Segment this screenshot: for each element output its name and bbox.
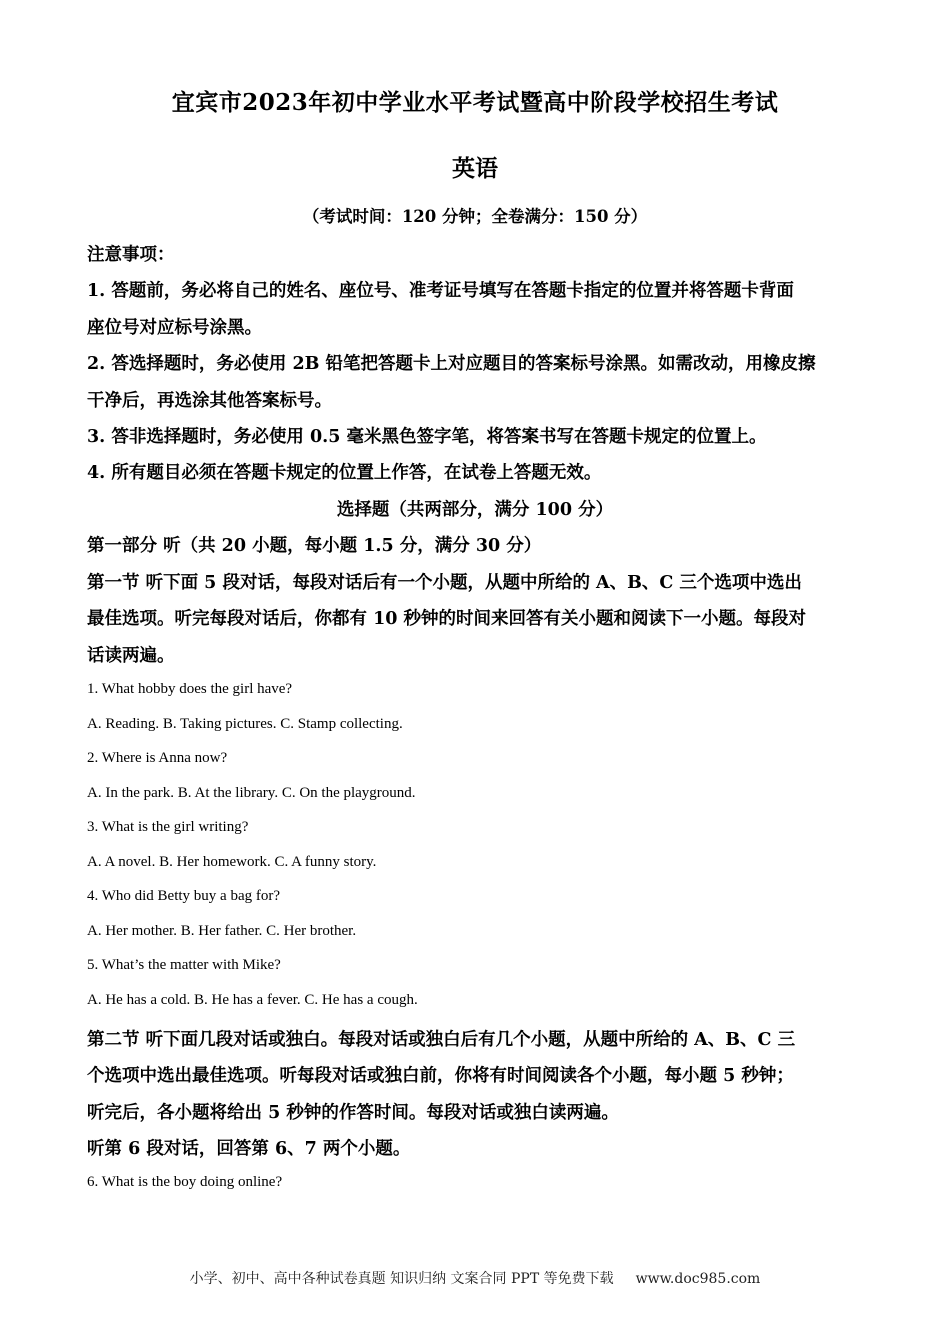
part1-title: 第一部分 听（共 20 小题，每小题 1.5 分，满分 30 分） <box>87 536 542 556</box>
section2-instruction: 个选项中选出最佳选项。听每段对话或独白前，你将有时间阅读各个小题，每小题 5 秒钟； <box>87 1066 794 1086</box>
notes-heading: 注意事项： <box>87 245 175 265</box>
choice-section-title: 选择题（共两部分，满分 100 分） <box>336 500 614 520</box>
section2-instruction: 听完后，各小题将给出 5 秒钟的作答时间。每段对话或独白读两遍。 <box>87 1103 619 1123</box>
note-line: 座位号对应标号涂黑。 <box>87 318 262 338</box>
exam-title: 宜宾市2023年初中学业水平考试暨高中阶段学校招生考试 <box>171 89 779 116</box>
note-line: 1. 答题前，务必将自己的姓名、座位号、准考证号填写在答题卡指定的位置并将答题卡背面 <box>87 281 794 301</box>
section1-instruction: 话读两遍。 <box>87 646 175 666</box>
question-options: A. Her mother. B. Her father. C. Her brother. <box>87 923 357 939</box>
footer-url[interactable]: www.doc985.com <box>635 1271 761 1287</box>
question-text: 1. What hobby does the girl have? <box>87 681 293 697</box>
note-line: 2. 答选择题时，务必使用 2B 铅笔把答题卡上对应题目的答案标号涂黑。如需改动，用橡皮擦 <box>87 354 816 374</box>
dialog6-title: 听第 6 段对话，回答第 6、7 两个小题。 <box>87 1139 411 1159</box>
question-text: 4. Who did Betty buy a bag for? <box>87 888 281 904</box>
question-text: 3. What is the girl writing? <box>87 819 249 835</box>
section2-instruction: 第二节 听下面几段对话或独白。每段对话或独白后有几个小题，从题中所给的 A、B、C 三 <box>87 1030 796 1050</box>
question-text: 6. What is the boy doing online? <box>87 1174 283 1190</box>
subject-title: 英语 <box>452 155 498 182</box>
section1-instruction: 第一节 听下面 5 段对话，每段对话后有一个小题，从题中所给的 A、B、C 三个选项中选出 <box>87 573 802 593</box>
question-options: A. In the park. B. At the library. C. On the playground. <box>87 785 416 801</box>
exam-info: （考试时间：120 分钟；全卷满分：150 分） <box>302 207 648 226</box>
question-text: 5. What’s the matter with Mike? <box>87 957 281 973</box>
question-text: 2. Where is Anna now? <box>87 750 228 766</box>
section1-instruction: 最佳选项。听完每段对话后，你都有 10 秒钟的时间来回答有关小题和阅读下一小题。每段对 <box>87 609 807 629</box>
note-line: 3. 答非选择题时，务必使用 0.5 毫米黑色签字笔，将答案书写在答题卡规定的位置上。 <box>87 427 767 447</box>
question-options: A. He has a cold. B. He has a fever. C. He has a cough. <box>87 992 418 1008</box>
question-options: A. Reading. B. Taking pictures. C. Stamp collecting. <box>87 716 403 732</box>
note-line: 4. 所有题目必须在答题卡规定的位置上作答，在试卷上答题无效。 <box>87 463 602 483</box>
question-options: A. A novel. B. Her homework. C. A funny story. <box>87 854 377 870</box>
footer-text: 小学、初中、高中各种试卷真题 知识归纳 文案合同 PPT 等免费下载 <box>189 1271 614 1287</box>
footer <box>0 1268 950 1288</box>
note-line: 干净后，再选涂其他答案标号。 <box>87 391 332 411</box>
